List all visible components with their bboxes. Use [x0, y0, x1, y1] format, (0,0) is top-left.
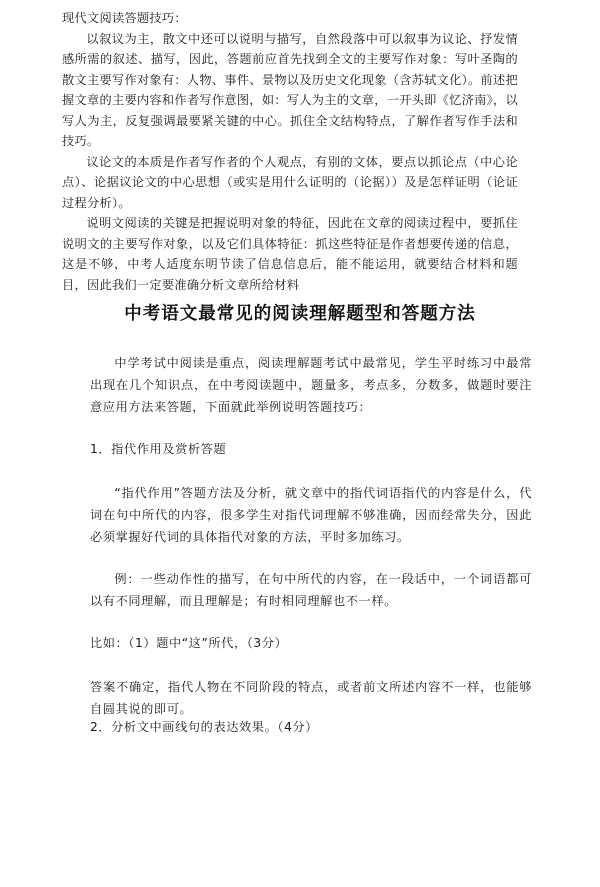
question-heading-1-block [90, 438, 532, 460]
method-paragraph: “指代作用”答题方法及分析，就文章中的指代词语指代的内容是什么，代词在句中所代的内容，很多学生对指代词理解不够准确，因而经常失分，因此必须掌握好代词的具体指代对象的方法，平时多加练习。 [90, 486, 532, 544]
section-heading: 现代文阅读答题技巧： [62, 11, 187, 25]
example-answer: 答案不确定，指代人物在不同阶段的特点，或者前文所述内容不一样，也能够自圆其说的即可。 [90, 680, 532, 716]
expository-essay-paragraph: 说明文阅读的关键是把握说明对象的特征，因此在文章的阅读过程中，要抓住说明文的主要写作对象，以及它们具体特征：抓这些特征是作者想要传递的信息，这是不够，中考人适度东明节读了信息信息后，能不能运用，就要结合材料和题目，因此我们一定要准确分析文章所给材料 [62, 216, 518, 292]
question-heading-2: 2．分析文中画线句的表达效果。（4分） [90, 720, 318, 734]
method-block [90, 482, 532, 548]
example-question-block [90, 632, 532, 654]
reading-tips-section [62, 8, 518, 295]
example-note-paragraph: 例：一些动作性的描写，在句中所代的内容，在一段话中，一个词语都可以有不同理解，而且理解是；有时相同理解也不一样。 [90, 572, 532, 608]
intro-block [90, 352, 532, 418]
example-answer-block [90, 676, 532, 720]
question-heading-1: 1．指代作用及赏析答题 [90, 442, 227, 456]
intro-paragraph: 中学考试中阅读是重点，阅读理解题考试中最常见，学生平时练习中最常出现在几个知识点，在中考阅读题中，题量多，考点多，分数多，做题时要注意应用方法来答题，下面就此举例说明答题技巧： [90, 356, 532, 414]
example-question: 比如：（1）题中“这”所代，（3分） [90, 636, 288, 650]
narrative-essay-paragraph: 以叙议为主，散文中还可以说明与描写，自然段落中可以叙事为议论、抒发情感所需的叙述、描写，因此，答题前应首先找到全文的主要写作对象：写叶圣陶的散文主要写作对象有：人物、事件、景物以及历史文化现象（含苏轼文化）。前述把握文章的主要内容和作者写作意图，如：写人为主的文章，一开头即《忆济南》，以写人为主，反复强调最要紧关键的中心。抓住全文结构特点，了解作者写作手法和技巧。 [62, 31, 518, 148]
question-heading-2-block [90, 716, 532, 738]
example-note-block [90, 568, 532, 612]
argumentative-essay-paragraph: 议论文的本质是作者写作者的个人观点，有别的文体，要点以抓论点（中心论点）、论据议论文的中心思想（或实是用什么证明的（论据））及是怎样证明（论证过程分析）。 [62, 154, 518, 210]
page-title: 中考语文最常见的阅读理解题型和答题方法 [124, 304, 476, 324]
